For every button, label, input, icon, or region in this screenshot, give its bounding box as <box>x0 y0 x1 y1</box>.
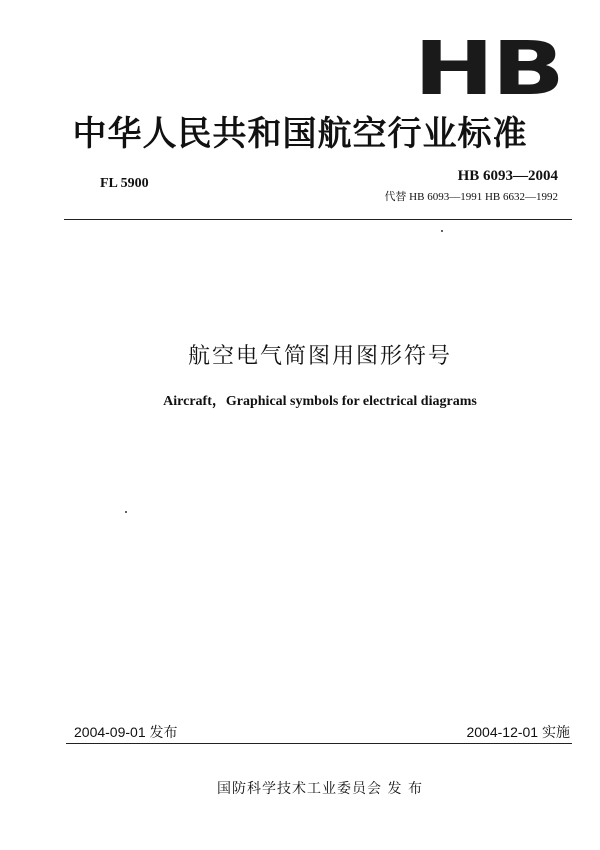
scan-speck <box>441 230 443 232</box>
publisher: 国防科学技术工业委员会 发 布 <box>217 781 423 797</box>
scan-speck <box>125 511 127 513</box>
header-divider <box>64 219 572 220</box>
document-title-chinese: 航空电气简图用图形符号 <box>187 344 452 369</box>
document-title-english: Aircraft，Graphical symbols for electrical diagrams <box>163 394 477 409</box>
standard-category-title: 中华人民共和国航空行业标准 <box>72 114 528 154</box>
issue-date: 2004-09-01 发布 <box>74 724 178 740</box>
hb-logo: HB <box>413 26 562 112</box>
implementation-date: 2004-12-01 实施 <box>466 724 570 740</box>
replaces-note: 代替 HB 6093—1991 HB 6632—1992 <box>384 191 558 203</box>
standard-number: HB 6093—2004 <box>457 168 558 184</box>
classification-code: FL 5900 <box>100 176 149 191</box>
footer-divider <box>66 743 572 744</box>
